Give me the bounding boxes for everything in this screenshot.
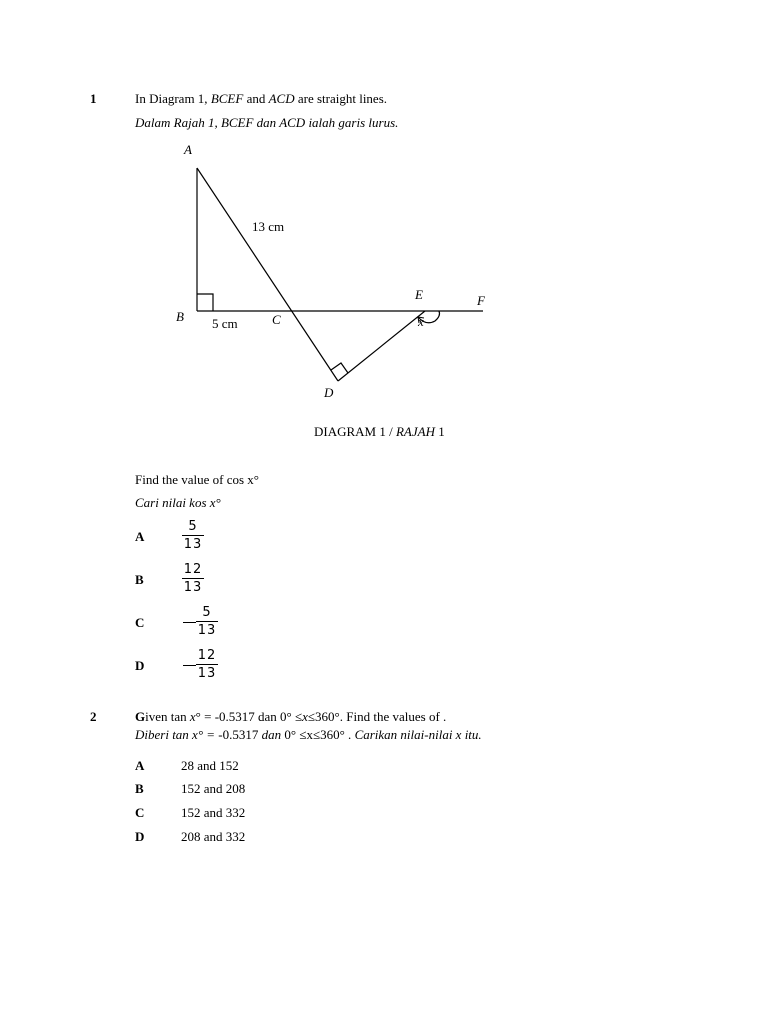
q1-option-c-bar — [196, 621, 218, 622]
label-x: x — [418, 314, 424, 329]
label-d: D — [324, 385, 334, 400]
diagram-caption — [314, 424, 445, 440]
diagram-1 — [0, 0, 768, 460]
q1-option-c-den: 13 — [197, 623, 217, 638]
q2-option-d-letter[interactable]: D — [135, 829, 145, 844]
q2-option-c-text[interactable]: 152 and 332 — [181, 805, 246, 820]
q1-option-c-num: 5 — [202, 605, 212, 620]
q1-option-d-letter[interactable]: D — [135, 658, 145, 673]
question-2-number: 2 — [90, 709, 97, 724]
q1-option-c-minus — [183, 622, 196, 623]
q1-en-pre: In Diagram 1, — [135, 91, 211, 106]
label-a: A — [184, 142, 192, 157]
question-2-text-en — [135, 709, 446, 725]
q2-ms-pre: Diberi tan x° = — [135, 727, 219, 742]
q2-option-b-text[interactable]: 152 and 208 — [181, 781, 246, 796]
q2-ms-zero: 0° ≤x≤360° . — [284, 727, 355, 742]
q2-en-post: ≤360°. Find the values of . — [307, 709, 447, 724]
label-13cm: 13 cm — [252, 219, 285, 234]
question-1-find-en: Find the value of cos x° — [135, 472, 259, 487]
line-acd — [197, 168, 338, 381]
q1-en-bcef: BCEF — [210, 91, 244, 106]
q1-option-d-minus — [183, 665, 196, 666]
question-1-find-ms: Cari nilai kos x° — [135, 495, 221, 510]
q2-en-mid: ° = -0.5317 dan 0° ≤ — [195, 709, 303, 724]
q1-option-a-letter[interactable]: A — [135, 529, 145, 544]
label-5cm: 5 cm — [212, 316, 238, 331]
q1-option-c-fraction[interactable] — [196, 605, 218, 638]
right-angle-b — [197, 294, 213, 311]
q1-en-mid: and — [243, 91, 269, 106]
q1-option-a-fraction[interactable] — [182, 519, 204, 552]
q1-option-a-num: 5 — [188, 519, 198, 534]
label-e: E — [415, 287, 423, 302]
label-c: C — [272, 312, 281, 327]
label-f: F — [477, 293, 485, 308]
q2-option-b-letter[interactable]: B — [135, 781, 144, 796]
q2-ms-dan: dan — [258, 727, 285, 742]
q2-option-d-text[interactable]: 208 and 332 — [181, 829, 246, 844]
q1-option-d-fraction[interactable] — [196, 648, 218, 681]
q1-option-a-den: 13 — [183, 537, 203, 552]
q1-en-acd: ACD — [268, 91, 295, 106]
q2-option-a-letter[interactable]: A — [135, 758, 145, 773]
caption-post: 1 — [434, 424, 445, 439]
right-angle-d — [331, 363, 348, 373]
caption-rajah: RAJAH — [395, 424, 435, 439]
q1-en-post: are straight lines. — [294, 91, 388, 106]
q1-option-b-bar — [182, 578, 204, 579]
question-2-text-ms — [135, 727, 482, 743]
q1-option-b-fraction[interactable] — [182, 562, 204, 595]
q1-option-d-num: 12 — [197, 648, 217, 663]
line-de — [338, 311, 425, 381]
q2-en-pre: iven tan — [145, 709, 190, 724]
label-b: B — [176, 309, 184, 324]
caption-pre: DIAGRAM 1 / — [314, 424, 396, 439]
q2-option-c-letter[interactable]: C — [135, 805, 145, 820]
q2-en-g: G — [135, 709, 146, 724]
q2-ms-post: Carikan nilai-nilai x itu. — [354, 727, 482, 742]
q1-option-d-den: 13 — [197, 666, 217, 681]
question-1-number: 1 — [90, 91, 97, 106]
q2-en-x2: x — [302, 709, 308, 724]
q2-en-x: x — [189, 709, 196, 724]
q1-option-b-letter[interactable]: B — [135, 572, 144, 587]
q1-option-a-bar — [182, 535, 204, 536]
q2-option-a-text[interactable]: 28 and 152 — [181, 758, 239, 773]
q1-option-c-letter[interactable]: C — [135, 615, 145, 630]
question-1-text-ms: Dalam Rajah 1, BCEF dan ACD ialah garis lurus. — [135, 115, 399, 130]
q1-option-d-bar — [196, 664, 218, 665]
q1-option-b-num: 12 — [183, 562, 203, 577]
q2-ms-val: -0.5317 — [218, 727, 259, 742]
q1-option-b-den: 13 — [183, 580, 203, 595]
